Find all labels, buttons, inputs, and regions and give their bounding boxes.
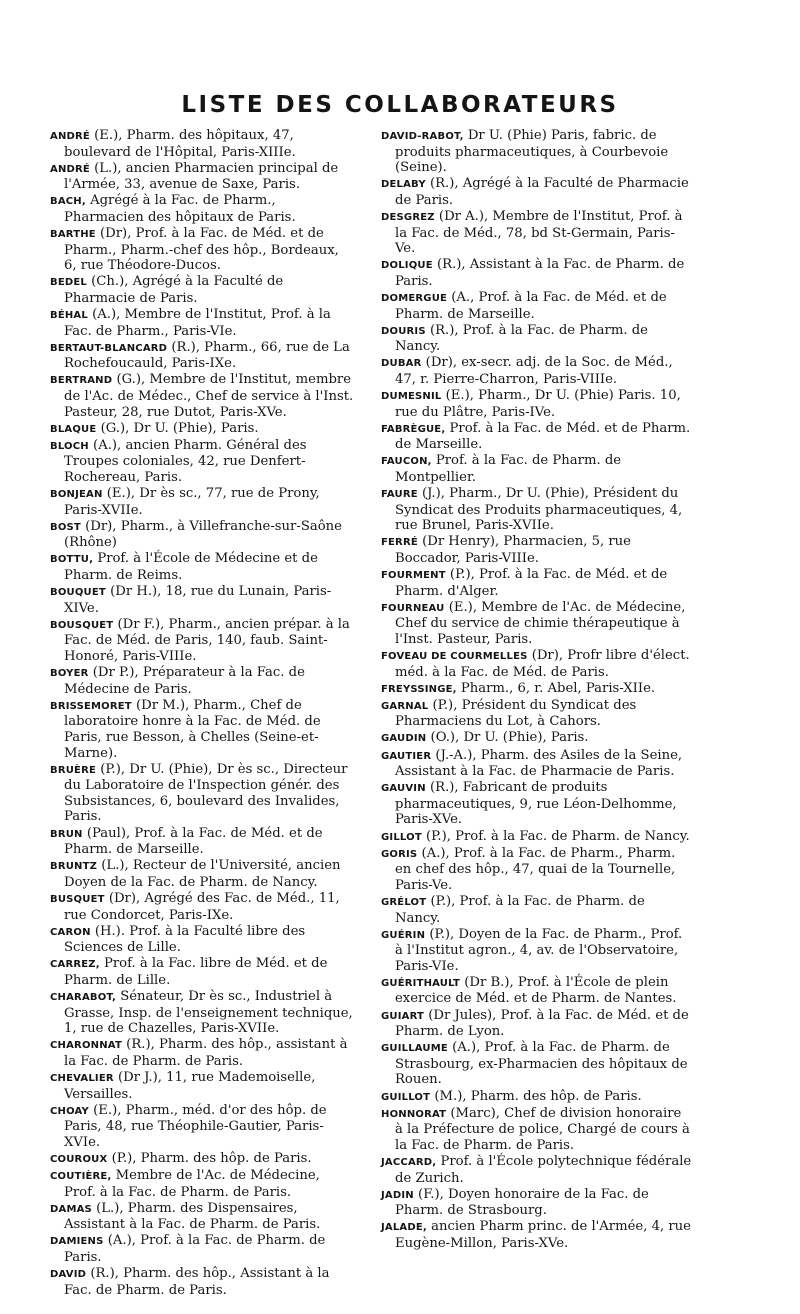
collaborator-name: DAMIENS [50,1236,104,1248]
collaborator-details: (R.), Pharm. des hôp., assistant à la Fac. de Pharm. de Paris. [64,1037,348,1069]
collaborator-details: (L.), Pharm. des Dispensaires, Assistant à la Fac. de Pharm. de Paris. [64,1200,321,1233]
collaborator-entry [50,989,354,1037]
collaborator-name: ANDRÉ [50,163,90,175]
collaborator-details: (Dr J.), 11, rue Mademoiselle, Versailles. [64,1069,316,1102]
collaborator-name: COUTIÈRE, [50,1171,112,1182]
collaborator-details: (A.), Prof. à la Fac. de Pharm. de Strasbourg, ex-Pharmacien des hôpitaux de Rouen. [395,1040,688,1088]
collaborator-details: Prof. à la Fac. de Méd. et de Pharm. de Marseille. [395,420,691,453]
collaborator-details: (L.), ancien Pharmacien principal de l'Armée, 33, avenue de Saxe, Paris. [64,160,339,193]
collaborator-details: (R.), Assistant à la Fac. de Pharm. de Paris. [395,257,685,289]
collaborator-name: BOST [50,521,81,533]
collaborator-entry [381,388,693,420]
collaborator-entry [381,567,693,599]
collaborator-entry [50,956,354,988]
collaborator-details: Dr U. (Phie) Paris, fabric. de produits pharmaceutiques, à Courbevoie (Seine). [395,128,669,176]
collaborator-details: (R.), Pharm., 66, rue de La Rochefoucauld, Paris-IXe. [64,339,350,372]
collaborator-name: BRUN [50,828,83,840]
collaborator-entry [50,1233,354,1265]
collaborator-entry [381,486,693,534]
collaborator-details: (R.), Fabricant de produits pharmaceutiques, 9, rue Léon-Delhomme, Paris-XVe. [395,780,677,828]
collaborator-entry [50,617,354,665]
collaborator-details: (G.), Dr U. (Phie), Paris. [96,420,259,436]
collaborator-entry [381,290,693,322]
collaborator-entry [50,1168,354,1200]
collaborator-name: CHOAY [50,1105,89,1117]
collaborator-name: GILLOT [381,831,422,843]
collaborator-name: BONJEAN [50,489,103,501]
collaborator-details: (A.), ancien Pharm. Général des Troupes coloniales, 42, rue Denfert-Rochereau, Paris. [64,437,307,485]
collaborator-entry [50,274,354,306]
collaborator-name: BRUNTZ [50,861,98,873]
collaborator-entry [381,829,693,846]
collaborator-name: HONNORAT [381,1108,447,1120]
collaborator-name: BLOCH [50,440,89,452]
collaborator-details: (Dr), Agrégé des Fac. de Méd., 11, rue Condorcet, Paris-IXe. [64,890,340,923]
collaborator-entry [381,600,693,648]
collaborator-name: GAUVIN [381,783,426,795]
collaborator-entry [50,762,354,825]
collaborator-entry [50,1037,354,1069]
collaborator-entry [50,307,354,339]
collaborator-details: (Ch.), Agrégé à la Faculté de Pharmacie de Paris. [64,274,284,306]
collaborator-name: DELABY [381,179,426,191]
collaborator-details: (M.), Pharm. des hôp. de Paris. [430,1088,642,1104]
collaborator-name: BARTHE [50,229,96,241]
collaborator-entry [381,257,693,289]
collaborator-name: BOTTU, [50,554,94,566]
collaborator-name: GUÉRITHAULT [381,977,461,989]
collaborator-name: FOURNEAU [381,602,445,614]
collaborator-details: (Marc), Chef de division honoraire à la Préfecture de police, Chargé de cours à la Fac. de Pharm. de Paris. [395,1105,690,1153]
collaborator-name: DOURIS [381,325,426,337]
collaborator-details: (P.), Doyen de la Fac. de Pharm., Prof. à l'Institut agron., 4, av. de l'Observatoire, Paris-VIe. [395,926,683,974]
collaborator-entry [50,551,354,583]
collaborator-entry [50,698,354,761]
collaborator-entry [50,1201,354,1233]
collaborator-name: DAVID-RABOT, [381,131,464,142]
collaborator-entry [50,421,354,438]
collaborator-name: GUILLOT [381,1091,431,1103]
collaborator-entry [50,665,354,697]
collaborator-entry [381,780,693,828]
collaborator-name: GORIS [381,848,418,860]
collaborator-entry [381,846,693,894]
collaborator-details: Prof. à l'École polytechnique fédérale de Zurich. [395,1153,692,1186]
collaborator-entry [381,1219,693,1251]
collaborator-entry [50,372,354,420]
collaborator-name: FOVEAU DE COURMELLES [381,651,528,662]
collaborator-details: (R.), Pharm. des hôp., Assistant à la Fac. de Pharm. de Paris. [64,1266,330,1298]
collaborator-entry [381,1154,693,1186]
collaborator-name: BOUQUET [50,587,106,599]
collaborator-details: (Dr A.), Membre de l'Institut, Prof. à la Fac. de Méd., 78, bd St-Germain, Paris-Ve. [395,208,683,257]
collaborator-name: GARNAL [381,700,429,712]
collaborator-details: (Dr F.), Pharm., ancien prépar. à la Fac. de Méd. de Paris, 140, faub. Saint-Honoré, Paris-VIIIe. [64,616,350,664]
collaborator-details: (E.), Pharm. des hôpitaux, 47, boulevard de l'Hôpital, Paris-XIIIe. [64,128,296,160]
collaborator-name: GAUTIER [381,750,432,762]
collaborator-name: BUSQUET [50,893,105,905]
collaborator-details: Prof. à l'École de Médecine et de Pharm. de Reims. [64,551,318,584]
collaborator-details: (A.), Prof. à la Fac. de Pharm., Pharm. en chef des hôp., 47, quai de la Tournelle, Paris-Ve. [395,845,676,893]
collaborator-name: BÉHAL [50,310,88,322]
collaborator-entry [381,323,693,355]
collaborator-details: (F.), Doyen honoraire de la Fac. de Pharm. de Strasbourg. [395,1186,649,1219]
collaborator-entry [381,648,693,680]
collaborator-name: FERRÉ [381,537,418,549]
collaborator-name: GUÉRIN [381,929,426,941]
collaborator-details: (A., Prof. à la Fac. de Méd. et de Pharm. de Marseille. [395,289,667,322]
collaborator-details: (Dr P.), Préparateur à la Fac. de Médecine de Paris. [64,665,305,697]
collaborator-name: CHARONNAT [50,1040,122,1052]
collaborator-name: BERTRAND [50,375,113,387]
collaborator-details: (E.), Dr ès sc., 77, rue de Prony, Paris-XVIIe. [64,486,320,518]
collaborator-details: (J.-A.), Pharm. des Asiles de la Seine, Assistant à la Fac. de Pharmacie de Paris. [395,747,683,780]
collaborator-name: FAUCON, [381,456,432,468]
collaborator-entry [50,128,354,160]
collaborator-entry [381,1187,693,1219]
collaborator-entry [381,128,693,176]
collaborator-details: (P.), Dr U. (Phie), Dr ès sc., Directeur du Laboratoire de l'Inspection génér. des Subsistances, 6, boulevard des Invalides, Paris. [64,761,348,825]
collaborator-name: BERTAUT-BLANCARD [50,342,168,354]
collaborator-details: (R.), Prof. à la Fac. de Pharm. de Nancy. [395,322,648,355]
collaborator-name: GRÉLOT [381,896,427,908]
collaborator-details: (P.), Prof. à la Fac. de Pharm. de Nancy. [421,828,690,844]
collaborator-name: DUBAR [381,358,422,370]
collaborator-name: BOUSQUET [50,619,114,631]
collaborator-entry [50,340,354,372]
collaborator-details: (Dr M.), Pharm., Chef de laboratoire honre à la Fac. de Méd. de Paris, rue Besson, à Chelles (Seine-et-Marne). [64,697,321,761]
collaborator-name: BEDEL [50,277,87,289]
collaborator-entry [381,1106,693,1154]
collaborator-name: DESGREZ [381,211,435,223]
collaborator-entry [50,519,354,551]
collaborator-entry [381,927,693,975]
collaborator-details: (Dr H.), 18, rue du Lunain, Paris-XIVe. [64,584,332,616]
collaborator-name: DOLIQUE [381,260,433,272]
collaborator-entry [50,858,354,890]
collaborator-entry [381,176,693,208]
collaborator-details: Pharm., 6, r. Abel, Paris-XIIe. [456,680,656,696]
collaborator-entry [50,193,354,225]
collaborator-entry [50,226,354,274]
collaborator-details: Sénateur, Dr ès sc., Industriel à Grasse, Insp. de l'enseignement technique, 1, rue de Chazelles, Paris-XVIIe. [64,988,353,1037]
collaborator-entry [50,1266,354,1298]
collaborator-entry [381,421,693,453]
collaborator-name: BRISSEMORET [50,700,132,712]
collaborator-name: DAVID [50,1269,87,1281]
collaborator-entry [50,826,354,858]
collaborator-details: Membre de l'Ac. de Médecine, Prof. à la Fac. de Pharm. de Paris. [64,1168,320,1200]
collaborator-name: CHARABOT, [50,991,117,1003]
collaborator-details: Prof. à la Fac. de Pharm. de Montpellier. [395,453,622,485]
collaborator-details: (Dr B.), Prof. à l'École de plein exercice de Méd. et de Pharm. de Nantes. [395,974,677,1007]
collaborator-name: BACH, [50,196,86,208]
collaborator-name: FREYSSINGE, [381,683,457,695]
collaborator-name: JALADE, [381,1222,427,1234]
collaborator-entry [381,748,693,780]
collaborator-entry [50,1070,354,1102]
collaborator-name: CHEVALIER [50,1072,114,1084]
collaborator-details: (E.), Pharm., Dr U. (Phie) Paris. 10, rue du Plâtre, Paris-IVe. [395,388,681,420]
collaborator-entry [381,975,693,1007]
collaborator-details: (E.), Membre de l'Ac. de Médecine, Chef du service de chimie thérapeutique à l'Inst. Pasteur, Paris. [395,599,686,647]
collaborator-entry [381,698,693,730]
collaborator-name: BLAQUE [50,423,97,435]
collaborator-details: (E.), Pharm., méd. d'or des hôp. de Paris, 48, rue Théophile-Gautier, Paris-XVIe. [64,1102,327,1150]
collaborator-name: ANDRÉ [50,131,90,142]
collaborator-entry [50,1151,354,1168]
collaborator-entry [381,1040,693,1088]
collaborator-details: (P.), Président du Syndicat des Pharmaciens du Lot, à Cahors. [395,697,637,730]
collaborator-entry [381,453,693,485]
collaborator-details: (Dr Henry), Pharmacien, 5, rue Boccador, Paris-VIIIe. [395,534,631,566]
collaborator-details: (J.), Pharm., Dr U. (Phie), Président du Syndicat des Produits pharmaceutiques, 4, rue Brunel, Paris-XVIIe. [395,486,683,534]
collaborator-details: (Dr), Prof. à la Fac. de Méd. et de Pharm., Pharm.-chef des hôp., Bordeaux, 6, rue Théodore-Ducos. [64,226,339,274]
collaborator-entry [381,534,693,566]
collaborator-name: COUROUX [50,1153,108,1165]
collaborator-entry [50,486,354,518]
collaborator-details: (H.). Prof. à la Faculté libre des Sciences de Lille. [64,923,306,956]
collaborator-details: (Dr), Pharm., à Villefranche-sur-Saône (Rhône) [64,518,342,551]
collaborator-entry [381,209,693,257]
collaborator-details: (P.), Prof. à la Fac. de Méd. et de Pharm. d'Alger. [395,567,668,599]
collaborator-entry [381,730,693,747]
collaborator-details: (R.), Agrégé à la Faculté de Pharmacie de Paris. [395,176,689,208]
collaborator-details: (P.), Pharm. des hôp. de Paris. [107,1150,312,1166]
collaborator-name: CARREZ, [50,959,100,971]
collaborator-name: FOURMENT [381,570,446,582]
collaborator-details: (O.), Dr U. (Phie), Paris. [426,730,589,746]
collaborator-name: GUIART [381,1010,425,1022]
collaborator-entry [50,924,354,956]
collaborator-details: (A.), Membre de l'Institut, Prof. à la Fac. de Pharm., Paris-VIe. [64,307,331,339]
collaborator-name: DOMERGUE [381,292,448,304]
collaborator-details: (P.), Prof. à la Fac. de Pharm. de Nancy. [395,893,645,926]
collaborator-details: (G.), Membre de l'Institut, membre de l'Ac. de Médec., Chef de service à l'Inst. Pasteur, 28, rue Dutot, Paris-XVe. [64,372,354,420]
collaborator-details: (Dr), Profr libre d'élect. méd. à la Fac. de Méd. de Paris. [395,648,690,680]
collaborator-details: (Dr), ex-secr. adj. de la Soc. de Méd., 47, r. Pierre-Charron, Paris-VIIIe. [395,355,673,387]
collaborator-name: DAMAS [50,1203,92,1215]
left-column [50,128,354,1299]
collaborator-entry [381,355,693,387]
page-title: LISTE DES COLLABORATEURS [181,92,619,118]
collaborator-name: CARON [50,926,91,938]
collaborator-name: JACCARD, [381,1156,437,1168]
right-column [381,128,693,1252]
collaborator-entry [381,1008,693,1040]
collaborator-entry [50,891,354,923]
collaborator-details: Prof. à la Fac. libre de Méd. et de Pharm. de Lille. [64,956,328,988]
collaborator-details: (L.), Recteur de l'Université, ancien Doyen de la Fac. de Pharm. de Nancy. [64,858,341,890]
collaborator-entry [50,584,354,616]
collaborator-name: DUMESNIL [381,391,442,402]
collaborator-details: (Paul), Prof. à la Fac. de Méd. et de Pharm. de Marseille. [64,825,323,858]
collaborator-entry [50,161,354,193]
collaborator-name: BRUÈRE [50,764,97,776]
collaborator-entry [381,1089,693,1106]
collaborator-name: FAURE [381,489,418,501]
collaborator-entry [381,894,693,926]
collaborator-name: BOYER [50,668,89,680]
collaborator-entry [381,681,693,698]
collaborator-name: FABRÈGUE, [381,423,446,435]
collaborator-name: GAUDIN [381,733,427,745]
collaborator-name: JADIN [381,1189,414,1201]
collaborator-details: ancien Pharm princ. de l'Armée, 4, rue Eugène-Millon, Paris-XVe. [395,1219,691,1251]
collaborator-details: (A.), Prof. à la Fac. de Pharm. de Paris. [64,1233,326,1265]
collaborator-details: Agrégé à la Fac. de Pharm., Pharmacien des hôpitaux de Paris. [64,193,296,225]
collaborator-entry [50,1103,354,1151]
collaborator-name: GUILLAUME [381,1043,448,1055]
collaborator-details: (Dr Jules), Prof. à la Fac. de Méd. et de Pharm. de Lyon. [395,1007,689,1040]
collaborator-entry [50,438,354,486]
